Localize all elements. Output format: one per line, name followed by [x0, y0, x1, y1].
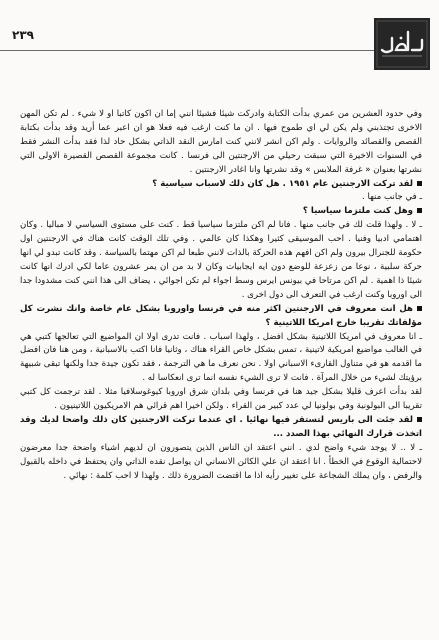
question-text: وهل كنت ملتزما سياسيا ؟	[302, 206, 413, 217]
square-bullet-icon	[417, 181, 422, 186]
section-logo	[374, 18, 430, 70]
section-logo-icon	[374, 18, 430, 70]
question-text: لقد تركت الارجنتين عام ١٩٥١ . هل كان ذلك لاسباب سياسية ؟	[152, 178, 413, 189]
square-bullet-icon	[417, 306, 422, 311]
square-bullet-icon	[417, 208, 422, 213]
square-bullet-icon	[417, 417, 422, 422]
body-paragraph: ـ انا معروف في امريكا اللاتينية بشكل افضل ، ولهذا اسباب . فانت تدرى اولا ان المواضيع التي تعالجها كتبي هي في الغالب مواضيع امريكية لاتينية ، تمس بشكل خاص القراء هناك ، وثانيا فانا اكتب بالاسبانية ، ومن هنا فان افضل ما اقدمه هو في متناول القارىء الاسباني اولا . نحن نعرف ما هي الترجمة ، فقد تكون جيدة جدا ولكنها تبقى شبيهة برؤيتك لشيء من خلال المرآة . فانت لا ترى الشيء نفسه انما ترى انعكاسا له .	[20, 331, 422, 384]
body-paragraph: لقد بدأت اعرف قليلا بشكل جيد هنا في فرنسا وفي بلدان شرق اوروبا كيوغوسلافيا مثلا . لقد ترجمت كل كتبي تقريبا الى البولونية وفي بولونيا لي عدد كبير من القراء . ولكن اخيرا اهم قرائي هم الامريكيون اللاتينيون .	[20, 387, 422, 412]
interview-question	[20, 303, 422, 331]
page-number: ٢٣٩	[12, 28, 34, 42]
question-text: لقد جئت الى باريس لتستقر فيها نهائيا . اي عندما تركت الارجنتين كان ذلك واضحا لديك وقد اتخذت قرارك النهائي بهذا الصدد ...	[20, 414, 422, 439]
question-text: هل انت معروف في الارجنتين اكثر منه في فرنسا واوروبا بشكل عام خاصة وانك نشرت كل مؤلفاتك تقريبا خارج امريكا اللاتينية ؟	[20, 303, 422, 328]
article-body	[20, 108, 422, 483]
interview-question	[20, 414, 422, 442]
body-paragraph: وفي حدود العشرين من عمري بدأت الكتابة وادركت شيئا فشيئا انني إما ان اكون كاتبا او لا شيء . لم تكن المهن الاخرى تجتذبني ولم يكن لي اي طموح فيها . ان ما كنت ارغب فيه فعلا هو ان اعبر عما أريد وقد بدأت بكتابة القصص والقصائد والروايات . ولم اكن انشر لانني كنت امارس النقد الذاتي بشكل حاد لذا فقد بدأت النشر فقط في السنوات الاخيرة التي سبقت رحيلي من الارجنتين الى فرنسا . كانت مجموعة القصص القصيرة الاولى التي نشرتها بعنوان « غرفة الملابس » وقد نشرتها وانا اغادر الارجنتين .	[20, 109, 422, 175]
interview-question	[20, 178, 422, 192]
interview-question	[20, 205, 422, 219]
body-paragraph: ـ لا .. لا يوجد شيء واضح لدي . انني اعتقد ان الناس الذين يتصورون ان لديهم اشياء واضحة جدا معرضون لاحتمالية الوقوع في الخطأ . انا اعتقد ان علي الكائن الانساني ان يواصل نقده الذاتي وان يحتفظ في داخله بالقبول والرفض ، وان يملك الشجاعة على تغيير رأيه اذا ما اقتضت الضرورة ذلك . ولهذا لا احب كلمة : نهائي .	[20, 442, 422, 481]
header-divider	[0, 50, 374, 51]
body-paragraph: ـ في جانب منها .	[362, 192, 422, 203]
body-paragraph: ـ لا . ولهذا قلت لك في جانب منها . فانا لم اكن ملتزما سياسيا قط . كنت على مستوى السياسي لا مباليا . وكان اهتمامي ادبيا وفنيا . احب الموسيقى كثيرا وهكذا كان عالمي . وفي تلك الوقت كانت هناك في الارجنتين اول حكومة للجنرال بيرون ولم اكن افهم هذه الحركة بالذات لانني طبعا لم اكن مهتما بالسياسة . وقد كانت تبدو لي انها حركة سلبية ، نوعا من زعزعة للوضع دون ايه ايجابيات وكان لا بد من ان يمر عشرون عاما لكي ادرك انها كانت شيئا ذا اهمية . لم اكن مرتاحا في بيونس ايرس وسط اجواء لم تكن اجوائي ، يضاف الى هذا انني كنت مشدودا جدا الى اوروبا وكنت ارغب في التعرف الى دول اخرى .	[20, 220, 422, 300]
